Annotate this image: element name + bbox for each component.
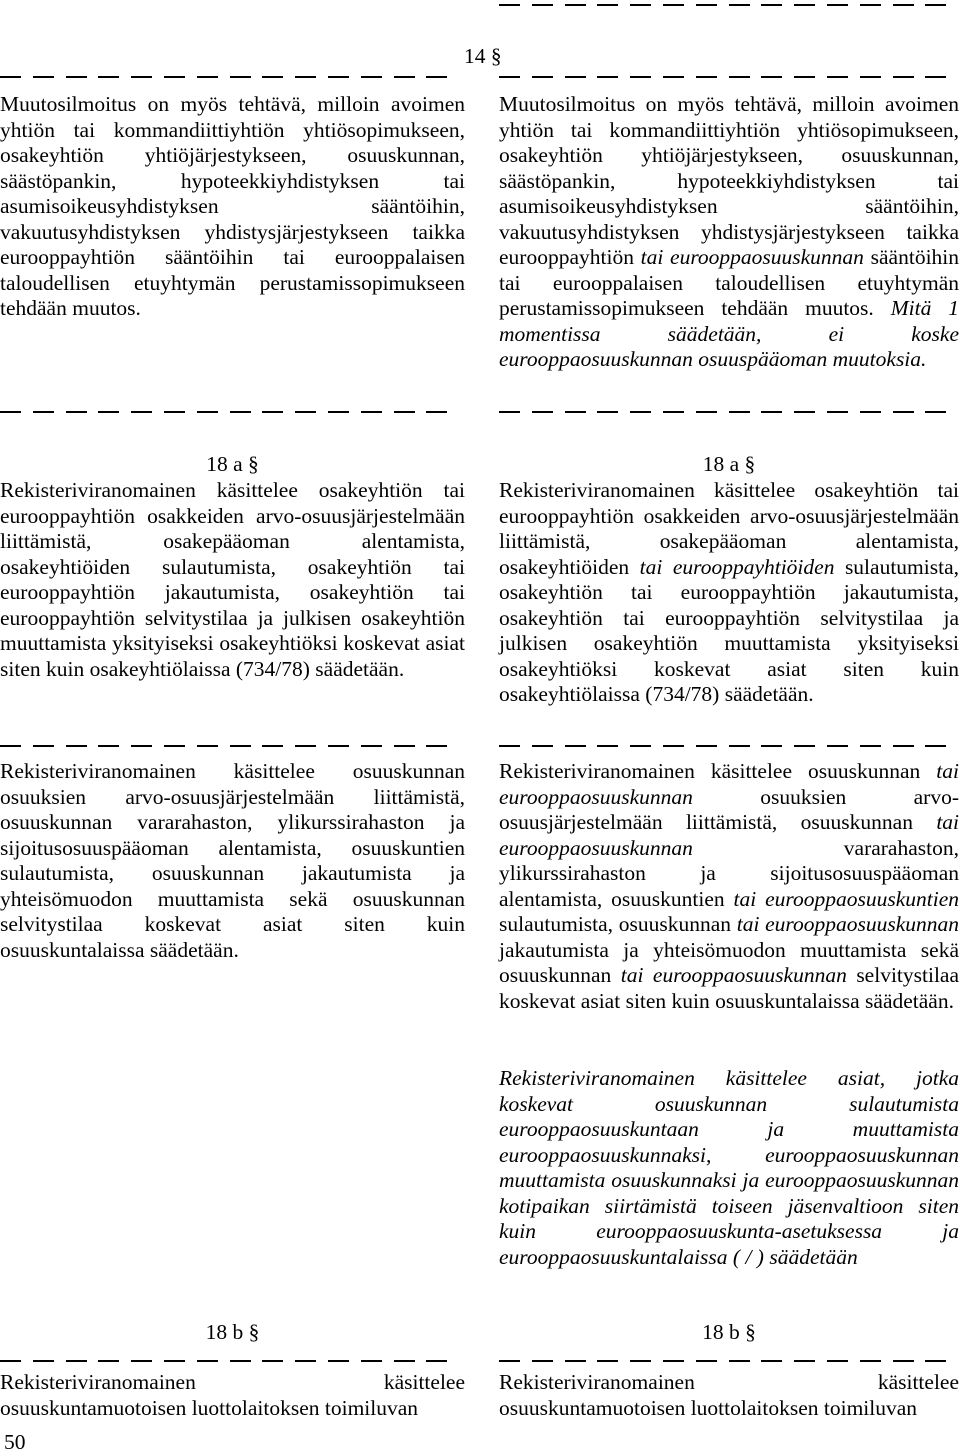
dash-segment bbox=[66, 1360, 87, 1362]
dash-segment bbox=[197, 411, 218, 413]
left-paragraph-2: Rekisteriviranomainen käsittelee osakeyhtiön tai eurooppayhtiön osakkeiden arvo-osuusjärjestelmään liittämistä, osakepääoman alentamista, osakeyhtiöiden sulautumista, osakeyhtiön tai eurooppayhtiön jakautumista, osakeyhtiön tai eurooppayhtiön selvitystilaa ja julkisen osakeyhtiön muuttamista yksityiseksi osakeyhtiöksi koskevat asiat siten kuin osakeyhtiölaissa (734/78) säädetään. bbox=[0, 478, 465, 681]
dash-segment bbox=[33, 1360, 54, 1362]
dash-segment bbox=[893, 1360, 914, 1362]
dash-segment bbox=[131, 411, 152, 413]
dash-segment bbox=[164, 411, 185, 413]
dash-segment bbox=[794, 745, 815, 747]
dash-segment bbox=[197, 1360, 218, 1362]
dash-segment bbox=[860, 4, 881, 6]
dash-segment bbox=[761, 4, 782, 6]
dash-segment bbox=[33, 76, 54, 78]
dash-segment bbox=[925, 1360, 946, 1362]
dash-segment bbox=[0, 411, 21, 413]
right-paragraph-3: Rekisteriviranomainen käsittelee osuuskunnan tai eurooppaosuuskunnan osuuksien arvo-osuusjärjestelmään liittämistä, osuuskunnan tai eurooppaosuuskunnan vararahaston, ylikurssirahaston ja sijoitusosuuspääoman alentamista, osuuskuntien tai eurooppaosuuskuntien sulautumista, osuuskunnan tai eurooppaosuuskunnan jakautumista ja yhteisömuodon muuttamista sekä osuuskunnan tai eurooppaosuuskunnan selvitystilaa koskevat asiat siten kuin osuuskuntalaissa säädetään. bbox=[499, 759, 960, 1013]
dash-segment bbox=[630, 4, 651, 6]
dash-segment bbox=[426, 1360, 447, 1362]
section-heading-18b: 18 b § bbox=[205, 1320, 260, 1344]
dash-rule bbox=[499, 76, 959, 78]
dash-rule bbox=[499, 4, 959, 6]
dash-segment bbox=[630, 745, 651, 747]
dash-segment bbox=[98, 76, 119, 78]
dash-segment bbox=[794, 411, 815, 413]
dash-segment bbox=[827, 411, 848, 413]
dash-segment bbox=[394, 411, 415, 413]
dash-segment bbox=[729, 411, 750, 413]
dash-segment bbox=[361, 745, 382, 747]
dash-segment bbox=[893, 745, 914, 747]
dash-segment bbox=[860, 1360, 881, 1362]
dash-segment bbox=[827, 4, 848, 6]
dash-segment bbox=[729, 1360, 750, 1362]
dash-segment bbox=[328, 1360, 349, 1362]
dash-segment bbox=[499, 1360, 520, 1362]
dash-segment bbox=[696, 4, 717, 6]
dash-segment bbox=[532, 1360, 553, 1362]
dash-segment bbox=[197, 76, 218, 78]
dash-segment bbox=[597, 1360, 618, 1362]
dash-rule bbox=[0, 745, 465, 747]
dash-segment bbox=[426, 745, 447, 747]
dash-segment bbox=[426, 411, 447, 413]
dash-rule bbox=[499, 411, 959, 413]
dash-segment bbox=[597, 411, 618, 413]
dash-segment bbox=[98, 1360, 119, 1362]
dash-segment bbox=[925, 4, 946, 6]
dash-segment bbox=[827, 1360, 848, 1362]
dash-segment bbox=[827, 76, 848, 78]
dash-rule bbox=[499, 1360, 959, 1362]
dash-segment bbox=[361, 76, 382, 78]
page-number: 14 § bbox=[464, 44, 502, 68]
dash-segment bbox=[426, 76, 447, 78]
dash-segment bbox=[663, 745, 684, 747]
dash-segment bbox=[565, 1360, 586, 1362]
dash-segment bbox=[630, 1360, 651, 1362]
dash-segment bbox=[696, 1360, 717, 1362]
dash-segment bbox=[66, 76, 87, 78]
dash-segment bbox=[66, 745, 87, 747]
dash-segment bbox=[663, 76, 684, 78]
dash-segment bbox=[328, 745, 349, 747]
dash-segment bbox=[499, 76, 520, 78]
dash-segment bbox=[230, 1360, 251, 1362]
dash-segment bbox=[394, 76, 415, 78]
dash-segment bbox=[893, 411, 914, 413]
dash-segment bbox=[696, 745, 717, 747]
dash-segment bbox=[499, 411, 520, 413]
dash-segment bbox=[230, 745, 251, 747]
dash-segment bbox=[66, 411, 87, 413]
dash-segment bbox=[663, 4, 684, 6]
dash-segment bbox=[663, 411, 684, 413]
dash-segment bbox=[295, 411, 316, 413]
dash-segment bbox=[827, 745, 848, 747]
left-paragraph-1: Muutosilmoitus on myös tehtävä, milloin avoimen yhtiön tai kommandiittiyhtiön yhtiösopimukseen, osakeyhtiön yhtiöjärjestykseen, osuuskunnan, säästöpankin, hypoteekkiyhdistyksen tai asumisoikeusyhdistyksen sääntöihin, vakuutusyhdistyksen yhdistysjärjestykseen taikka eurooppayhtiön sääntöihin tai eurooppalaisen taloudellisen etuyhtymän perustamissopimukseen tehdään muutos. bbox=[0, 92, 465, 320]
dash-segment bbox=[131, 76, 152, 78]
dash-segment bbox=[361, 411, 382, 413]
dash-segment bbox=[860, 76, 881, 78]
dash-segment bbox=[98, 411, 119, 413]
dash-segment bbox=[597, 76, 618, 78]
dash-rule bbox=[0, 76, 465, 78]
dash-segment bbox=[761, 745, 782, 747]
right-paragraph-4: Rekisteriviranomainen käsittelee asiat, jotka koskevat osuuskunnan sulautumista eurooppaosuuskuntaan ja muuttamista eurooppaosuuskunnaksi, eurooppaosuuskunnan muuttamista osuuskunnaksi ja eurooppaosuuskunnan kotipaikan siirtämistä toiseen jäsenvaltioon siten kuin eurooppaosuuskunta-asetuksessa ja eurooppaosuuskuntalaissa ( / ) säädetään bbox=[499, 1066, 959, 1269]
dash-segment bbox=[98, 745, 119, 747]
dash-segment bbox=[131, 745, 152, 747]
dash-segment bbox=[33, 745, 54, 747]
dash-segment bbox=[729, 745, 750, 747]
dash-segment bbox=[597, 745, 618, 747]
dash-segment bbox=[860, 745, 881, 747]
dash-segment bbox=[262, 411, 283, 413]
dash-segment bbox=[860, 411, 881, 413]
dash-segment bbox=[0, 1360, 21, 1362]
dash-segment bbox=[230, 411, 251, 413]
footer-page-number: 50 bbox=[4, 1430, 26, 1454]
dash-segment bbox=[532, 411, 553, 413]
dash-segment bbox=[565, 745, 586, 747]
right-paragraph-5: Rekisteriviranomainen käsittelee osuuskuntamuotoisen luottolaitoksen toimiluvan bbox=[499, 1370, 959, 1420]
dash-rule bbox=[499, 745, 959, 747]
dash-segment bbox=[262, 76, 283, 78]
dash-segment bbox=[794, 4, 815, 6]
dash-segment bbox=[131, 1360, 152, 1362]
dash-segment bbox=[794, 1360, 815, 1362]
dash-segment bbox=[729, 4, 750, 6]
left-paragraph-4: Rekisteriviranomainen käsittelee osuuskuntamuotoisen luottolaitoksen toimiluvan bbox=[0, 1370, 465, 1420]
dash-segment bbox=[925, 411, 946, 413]
dash-segment bbox=[761, 411, 782, 413]
dash-segment bbox=[532, 745, 553, 747]
dash-segment bbox=[33, 411, 54, 413]
section-heading-18a: 18 a § bbox=[206, 452, 259, 476]
dash-segment bbox=[197, 745, 218, 747]
dash-segment bbox=[394, 745, 415, 747]
dash-segment bbox=[532, 76, 553, 78]
dash-segment bbox=[761, 1360, 782, 1362]
dash-segment bbox=[164, 1360, 185, 1362]
dash-segment bbox=[499, 4, 520, 6]
dash-segment bbox=[394, 1360, 415, 1362]
dash-segment bbox=[925, 76, 946, 78]
dash-segment bbox=[663, 1360, 684, 1362]
dash-segment bbox=[328, 411, 349, 413]
left-paragraph-3: Rekisteriviranomainen käsittelee osuuskunnan osuuksien arvo-osuusjärjestelmään liittämistä, osuuskunnan vararahaston, ylikurssirahaston ja sijoitusosuuspääoman alentamista, osuuskuntien sulautumista, osuuskunnan jakautumista ja yhteisömuodon muuttamista sekä osuuskunnan selvitystilaa koskevat asiat siten kuin osuuskuntalaissa säädetään. bbox=[0, 759, 465, 962]
right-paragraph-1: Muutosilmoitus on myös tehtävä, milloin avoimen yhtiön tai kommandiittiyhtiön yhtiösopimukseen, osakeyhtiön yhtiöjärjestykseen, osuuskunnan, säästöpankin, hypoteekkiyhdistyksen tai asumisoikeusyhdistyksen sääntöihin, vakuutusyhdistyksen yhdistysjärjestykseen taikka eurooppayhtiön tai eurooppaosuuskunnan sääntöihin tai eurooppalaisen taloudellisen etuyhtymän perustamissopimukseen tehdään muutos. Mitä 1 momentissa säädetään, ei koske eurooppaosuuskunnan osuuspääoman muutoksia. bbox=[499, 92, 960, 371]
dash-segment bbox=[696, 411, 717, 413]
dash-segment bbox=[893, 76, 914, 78]
dash-segment bbox=[0, 745, 21, 747]
dash-segment bbox=[295, 1360, 316, 1362]
dash-segment bbox=[164, 76, 185, 78]
dash-segment bbox=[794, 76, 815, 78]
dash-segment bbox=[0, 76, 21, 78]
dash-segment bbox=[499, 745, 520, 747]
dash-segment bbox=[565, 411, 586, 413]
dash-segment bbox=[262, 745, 283, 747]
dash-segment bbox=[295, 76, 316, 78]
right-paragraph-2: Rekisteriviranomainen käsittelee osakeyhtiön tai eurooppayhtiön osakkeiden arvo-osuusjärjestelmään liittämistä, osakepääoman alentamista, osakeyhtiöiden tai eurooppayhtiöiden sulautumista, osakeyhtiön tai eurooppayhtiön jakautumista, osakeyhtiön tai eurooppayhtiön selvitystilaa ja julkisen osakeyhtiön muuttamista yksityiseksi osakeyhtiöksi koskevat asiat siten kuin osakeyhtiölaissa (734/78) säädetään. bbox=[499, 478, 959, 706]
section-heading-18b-right: 18 b § bbox=[702, 1320, 756, 1344]
dash-rule bbox=[0, 1360, 465, 1362]
dash-segment bbox=[696, 76, 717, 78]
dash-segment bbox=[262, 1360, 283, 1362]
dash-segment bbox=[361, 1360, 382, 1362]
dash-rule bbox=[0, 411, 465, 413]
dash-segment bbox=[164, 745, 185, 747]
dash-segment bbox=[630, 76, 651, 78]
dash-segment bbox=[925, 745, 946, 747]
dash-segment bbox=[295, 745, 316, 747]
dash-segment bbox=[230, 76, 251, 78]
section-heading-18a-right: 18 a § bbox=[702, 452, 756, 476]
dash-segment bbox=[532, 4, 553, 6]
dash-segment bbox=[565, 4, 586, 6]
dash-segment bbox=[597, 4, 618, 6]
dash-segment bbox=[565, 76, 586, 78]
dash-segment bbox=[893, 4, 914, 6]
dash-segment bbox=[761, 76, 782, 78]
dash-segment bbox=[630, 411, 651, 413]
dash-segment bbox=[729, 76, 750, 78]
dash-segment bbox=[328, 76, 349, 78]
